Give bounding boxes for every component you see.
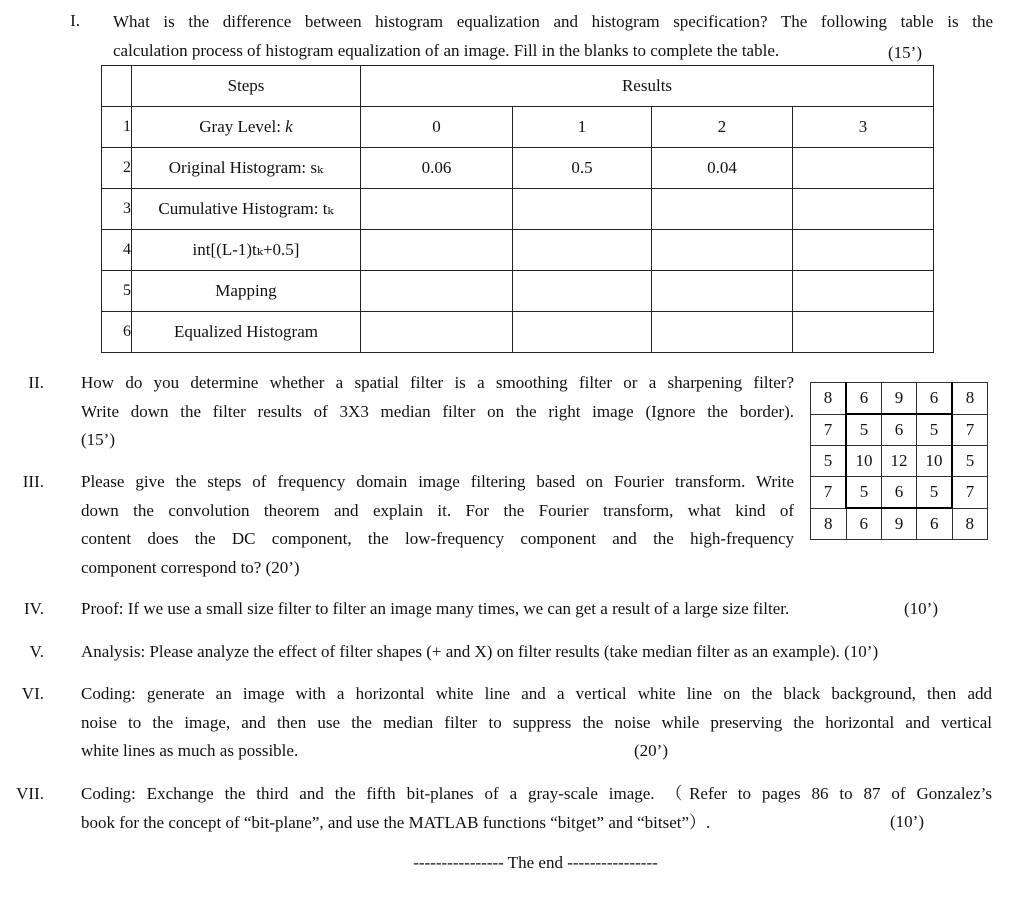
- table-row: [102, 312, 934, 353]
- grid-cell: 6: [846, 383, 882, 415]
- q5-number: V.: [29, 642, 44, 661]
- q2-line1: How do you determine whether a spatial filter is a smoothing filter or a sharpening filter?: [81, 373, 794, 392]
- table-cell: 0.04: [652, 148, 793, 189]
- table-cell: [513, 312, 652, 353]
- grid-cell: 7: [952, 477, 988, 509]
- grid-cell: 12: [882, 446, 917, 477]
- q7-line1: Coding: Exchange the third and the fifth bit-planes of a gray-scale image. （Refer to pages 86 to 87 of Gonzalez’s: [81, 784, 992, 803]
- table-cell: [793, 230, 934, 271]
- grid-cell: 9: [882, 383, 917, 415]
- q5-text: Analysis: Please analyze the effect of filter shapes (+ and X) on filter results (take median filter as an example). (10’): [81, 642, 879, 661]
- q1-line1: What is the difference between histogram equalization and histogram specification? The following table is the: [113, 12, 993, 31]
- grid-cell: 6: [846, 508, 882, 540]
- row-number: 1: [102, 107, 132, 148]
- row-label: Equalized Histogram: [132, 312, 361, 353]
- row-number: 6: [102, 312, 132, 353]
- grid-cell: 6: [882, 477, 917, 509]
- q7-text: [81, 780, 992, 837]
- table-cell: 1: [513, 107, 652, 148]
- q3-number: III.: [22, 472, 44, 491]
- grid-cell: 7: [811, 477, 847, 509]
- q6-line1: Coding: generate an image with a horizontal white line and a vertical white line on the black background, then add: [81, 684, 992, 703]
- table-cell: [793, 312, 934, 353]
- grid-cell: 6: [917, 508, 953, 540]
- grid-cell: 10: [846, 446, 882, 477]
- table-cell: [361, 271, 513, 312]
- q7-line2: book for the concept of “bit-plane”, and use the MATLAB functions “bitget” and “bitset”）.: [81, 812, 711, 832]
- q6-line2: noise to the image, and then use the median filter to suppress the noise while preserving the horizontal and vertical: [81, 712, 992, 732]
- table-cell: [361, 230, 513, 271]
- histogram-equalization-table: [101, 65, 934, 353]
- q1-text: [113, 8, 993, 65]
- table-cell: [652, 230, 793, 271]
- table-cell: 2: [652, 107, 793, 148]
- q6-line3: white lines as much as possible.: [81, 741, 299, 760]
- table-cell: [361, 312, 513, 353]
- q1-points: (15’): [888, 43, 922, 62]
- q3-line1: Please give the steps of frequency domain image filtering based on Fourier transform. Write: [81, 472, 794, 491]
- row-number: 2: [102, 148, 132, 189]
- table-row: [102, 271, 934, 312]
- q6-number: VI.: [21, 684, 44, 703]
- grid-cell: 5: [846, 477, 882, 509]
- q4-points: (10’): [904, 599, 938, 618]
- the-end-footer: ---------------- The end ----------------: [413, 853, 658, 872]
- grid-cell: 6: [882, 414, 917, 446]
- row-number: 5: [102, 271, 132, 312]
- table-cell: [652, 312, 793, 353]
- grid-cell: 6: [917, 383, 953, 415]
- q1-line2: calculation process of histogram equalization of an image. Fill in the blanks to complete the table.: [113, 40, 780, 60]
- grid-cell: 8: [952, 383, 988, 415]
- table-cell: [652, 271, 793, 312]
- grid-cell: 5: [811, 446, 847, 477]
- table-cell: 0.06: [361, 148, 513, 189]
- row-label: Mapping: [132, 271, 361, 312]
- q2-line2: Write down the filter results of 3X3 median filter on the right image (Ignore the border).: [81, 401, 794, 421]
- grid-cell: 8: [811, 383, 847, 415]
- q2-line3: (15’): [81, 430, 115, 449]
- table-cell: 0.5: [513, 148, 652, 189]
- grid-cell: 7: [811, 414, 847, 446]
- grid-cell: 10: [917, 446, 953, 477]
- q3-line4: component correspond to? (20’): [81, 557, 300, 577]
- q3-text: [81, 468, 794, 582]
- table-header-row: [102, 66, 934, 107]
- row-label: Gray Level: k: [132, 107, 361, 148]
- header-results: Results: [361, 66, 934, 107]
- grid-cell: 5: [952, 446, 988, 477]
- grid-cell: 5: [846, 414, 882, 446]
- row-label: Cumulative Histogram: tₖ: [132, 189, 361, 230]
- grid-cell: 5: [917, 477, 953, 509]
- q6-text: [81, 680, 992, 766]
- q3-line3: content does the DC component, the low-frequency component and the high-frequency: [81, 529, 794, 548]
- grid-cell: 8: [811, 508, 847, 540]
- q7-points: (10’): [890, 812, 924, 831]
- grid-cell: 5: [917, 414, 953, 446]
- table-cell: [361, 189, 513, 230]
- q2-text: [81, 369, 794, 455]
- table-cell: [513, 189, 652, 230]
- row-number: 3: [102, 189, 132, 230]
- table-corner-cell: [102, 66, 132, 107]
- grid-row: [811, 477, 988, 509]
- median-filter-image-grid: [810, 382, 988, 540]
- header-steps: Steps: [132, 66, 361, 107]
- grid-row: [811, 383, 988, 415]
- row-label: int[(L-1)tₖ+0.5]: [132, 230, 361, 271]
- table-cell: [513, 230, 652, 271]
- table-cell: [793, 148, 934, 189]
- table-row: [102, 148, 934, 189]
- table-cell: [793, 189, 934, 230]
- table-cell: 0: [361, 107, 513, 148]
- q3-line2: down the convolution theorem and explain it. For the Fourier transform, what kind of: [81, 500, 794, 520]
- table-cell: [652, 189, 793, 230]
- table-row: [102, 107, 934, 148]
- row-number: 4: [102, 230, 132, 271]
- table-cell: [513, 271, 652, 312]
- table-row: [102, 230, 934, 271]
- row-label: Original Histogram: sₖ: [132, 148, 361, 189]
- table-cell: 3: [793, 107, 934, 148]
- q1-number: I.: [70, 11, 80, 30]
- table-cell: [793, 271, 934, 312]
- grid-row: [811, 508, 988, 540]
- q4-text: Proof: If we use a small size filter to filter an image many times, we can get a result of a large size filter.: [81, 599, 790, 618]
- grid-cell: 7: [952, 414, 988, 446]
- grid-cell: 8: [952, 508, 988, 540]
- q4-number: IV.: [24, 599, 44, 618]
- q6-points: (20’): [634, 741, 668, 760]
- grid-row: [811, 414, 988, 446]
- grid-cell: 9: [882, 508, 917, 540]
- grid-row: [811, 446, 988, 477]
- table-row: [102, 189, 934, 230]
- q2-number: II.: [28, 373, 44, 392]
- q7-number: VII.: [16, 784, 44, 803]
